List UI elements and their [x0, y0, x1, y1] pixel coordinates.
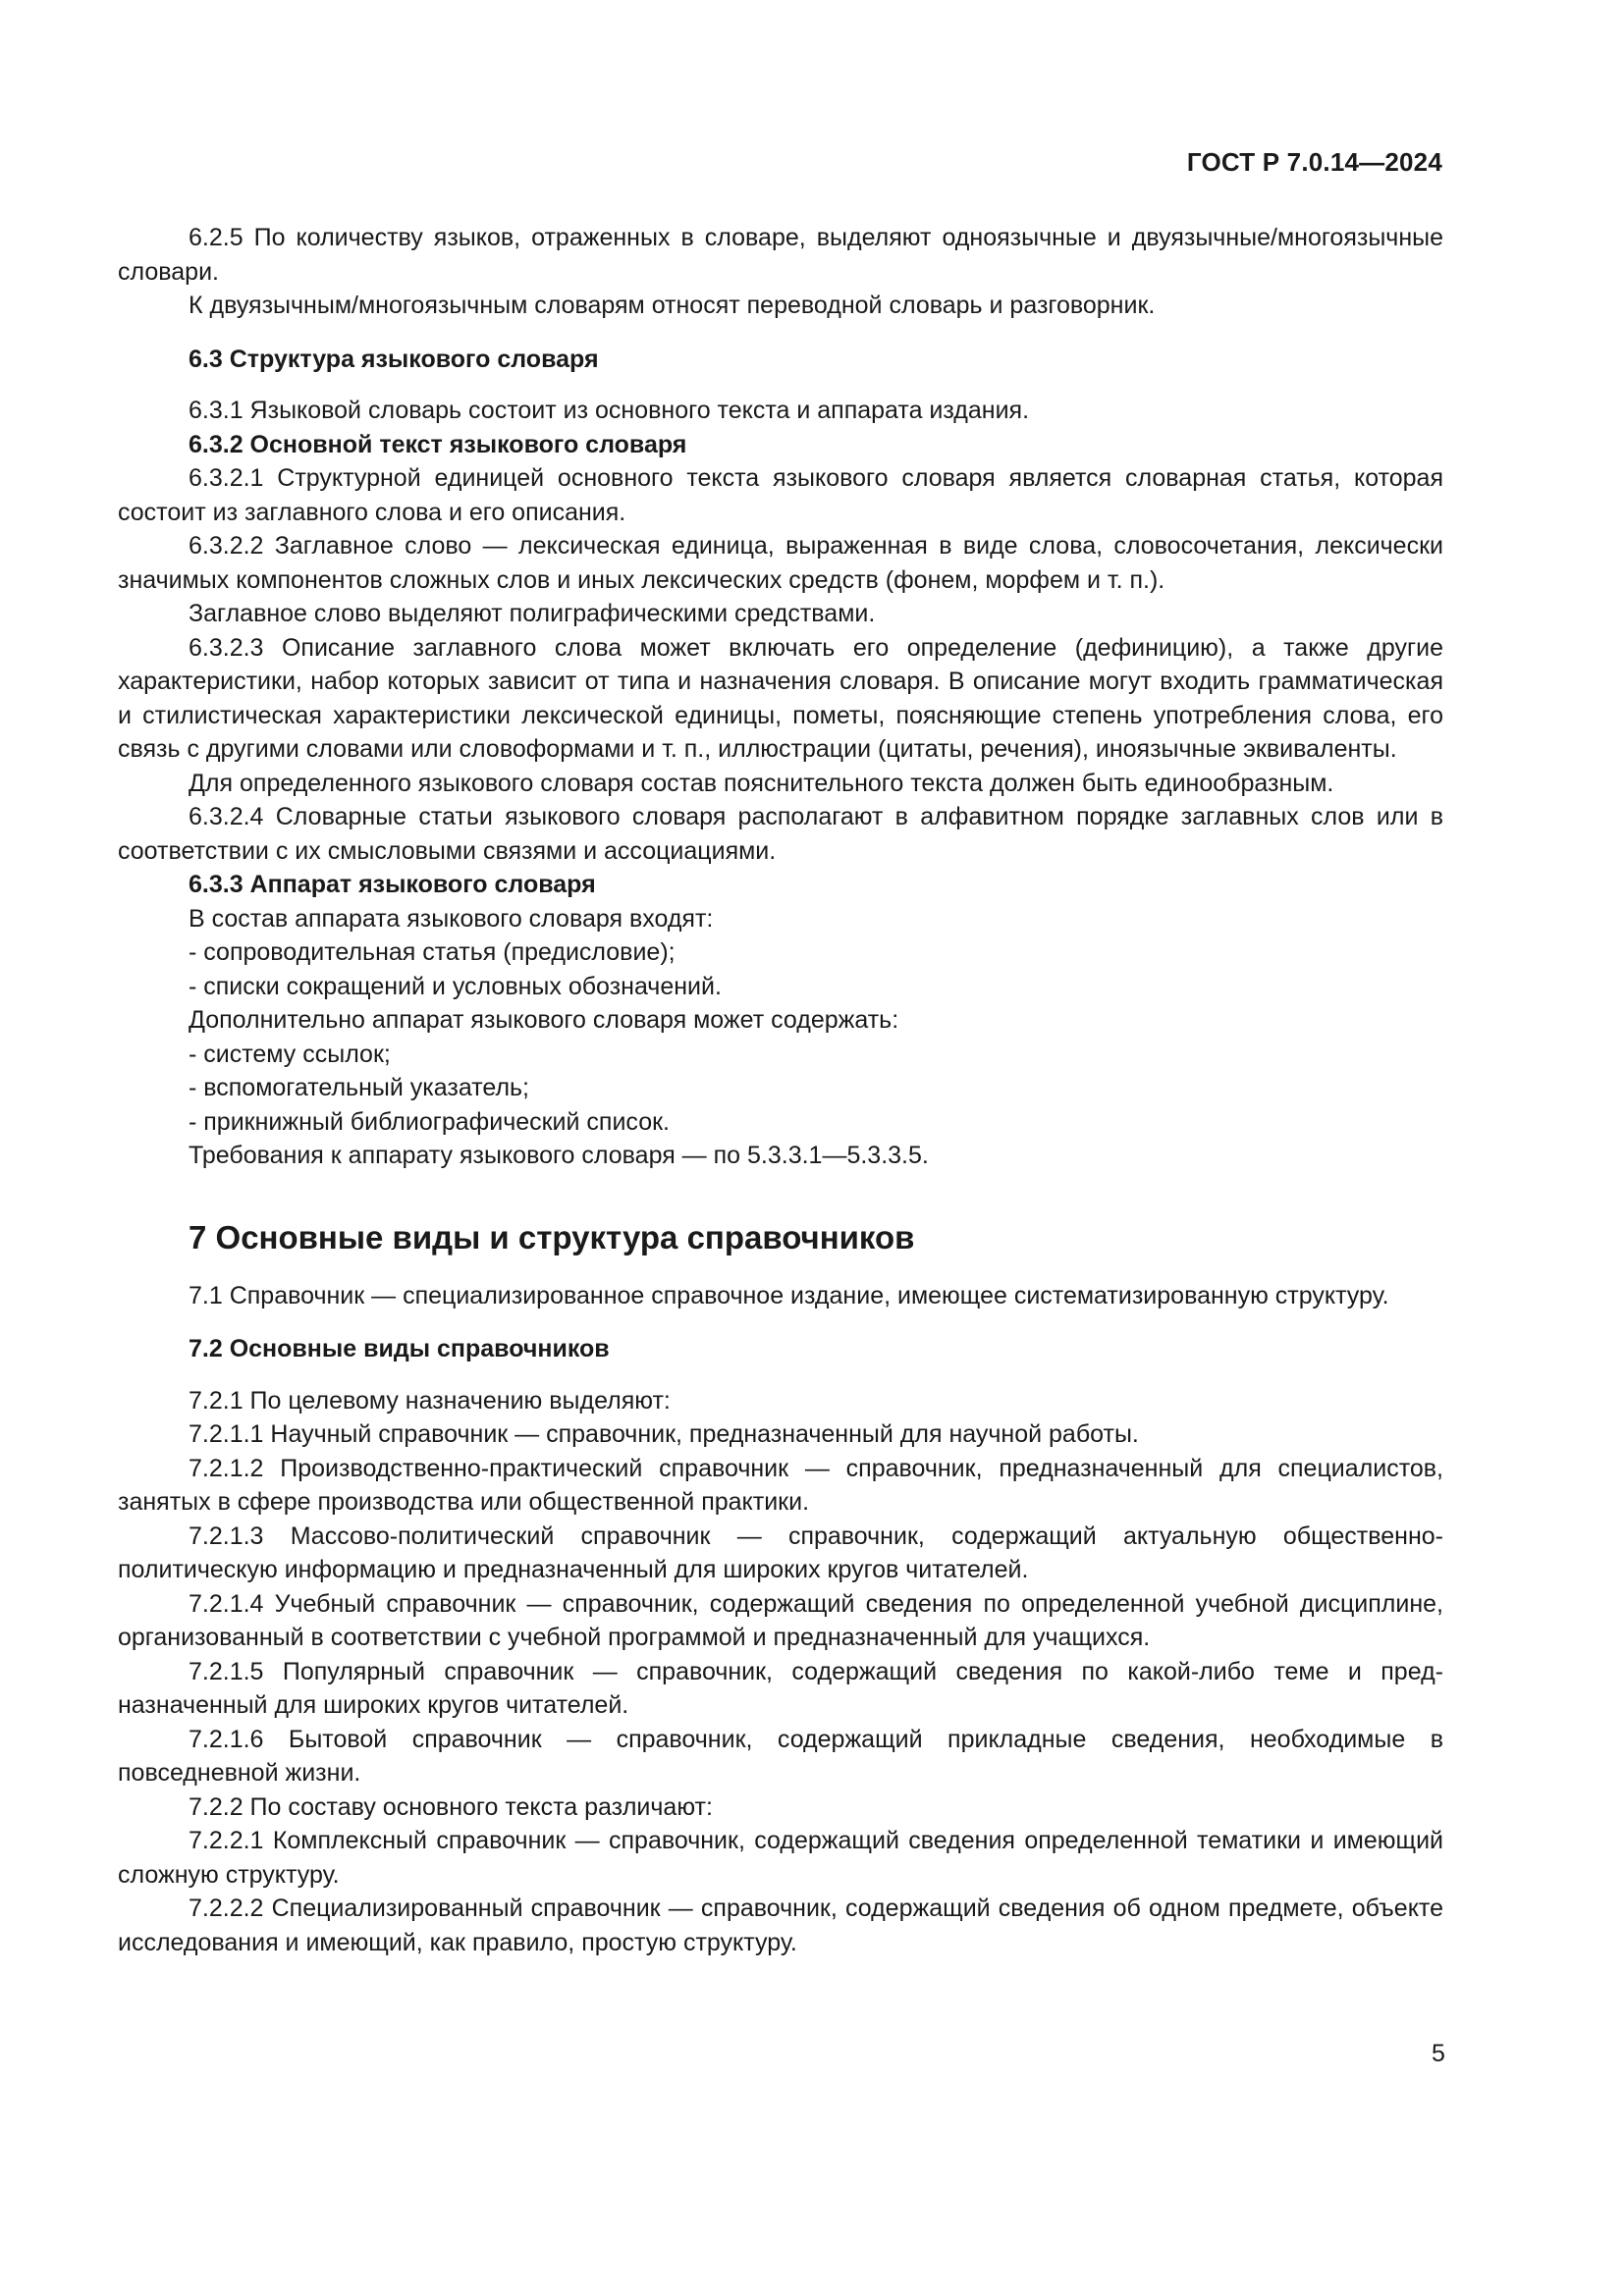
section-heading: 7 Основные виды и структура справочников: [189, 1218, 915, 1255]
subsection-heading: 6.3.2 Основной текст языкового словаря: [189, 430, 687, 458]
paragraph: Заглавное слово выделяют полиграфическими средствами.: [189, 600, 876, 627]
subsection-heading: 6.3.3 Аппарат языкового словаря: [189, 871, 596, 898]
list-intro: В состав аппарата языкового словаря входят:: [189, 904, 714, 933]
paragraph: 7.2.1.1 Научный справочник — справочник, предназначенный для научной работы.: [189, 1420, 1139, 1448]
paragraph: 6.3.2.1 Структурной единицей основного текста языкового словаря является словарная статья, которая состоит из заглавного слова и его описания.: [118, 464, 1443, 526]
page-number: 5: [1432, 2040, 1445, 2067]
document-body: [118, 221, 1443, 1959]
paragraph: 6.3.2.3 Описание заглавного слова может включать его определение (дефиницию), а также другие характеристики, набор которых зависит от типа и назначения словаря. В описание могут входить грамматическая и стилистическая характеристики лексической единицы, пометы, поясняющие степень употребления слова, его связь с другими словами или словоформами и т. п., иллюстрации (цитаты, речения), иноязычные эквиваленты.: [118, 633, 1443, 763]
paragraph: 7.2.2 По составу основного текста различают:: [189, 1792, 713, 1821]
list-item: - систему ссылок;: [189, 1040, 391, 1068]
list-item: - сопроводительная статья (предисловие);: [189, 938, 676, 966]
paragraph: К двуязычным/многоязычным словарям относят переводной словарь и разговорник.: [189, 292, 1156, 319]
paragraph: 6.3.2.4 Словарные статьи языкового словаря располагают в алфавитном порядке заглавных слов или в соответствии с их смысловыми связями и ассоциациями.: [118, 803, 1443, 865]
list-intro: Дополнительно аппарат языкового словаря может содержать:: [189, 1006, 899, 1034]
paragraph: 7.2.1.3 Массово-политический справочник — справочник, содержащий актуальную общественно-политическую информацию и предназначенный для широких кругов читателей.: [118, 1522, 1443, 1583]
paragraph: 7.2.1.4 Учебный справочник — справочник, содержащий сведения по определенной учебной дисциплине, организованный в соответствии с учебной программой и предназначенный для учащихся.: [118, 1589, 1443, 1651]
paragraph: 7.1 Справочник — специализированное справочное издание, имеющее систематизированную структуру.: [189, 1281, 1389, 1309]
paragraph: 7.2.2.1 Комплексный справочник — справочник, содержащий сведения определенной тематики и имеющий сложную структуру.: [118, 1827, 1443, 1889]
paragraph: Для определенного языкового словаря состав пояснительного текста должен быть единообразным.: [189, 769, 1334, 797]
list-item: - прикнижный библиографический список.: [189, 1107, 671, 1136]
list-item: - вспомогательный указатель;: [189, 1074, 529, 1101]
subsection-heading: 7.2 Основные виды справочников: [189, 1335, 610, 1362]
paragraph: 6.3.2.2 Заглавное слово — лексическая единица, выраженная в виде слова, словосочетания, лексически значимых компонентов сложных слов и иных лексических средств (фонем, морфем и т. п.).: [118, 532, 1443, 594]
subsection-heading: 6.3 Структура языкового словаря: [189, 345, 599, 373]
paragraph: 7.2.1.5 Популярный справочник — справочник, содержащий сведения по какой-либо теме и предназначенный для широких кругов читателей.: [118, 1657, 1443, 1719]
paragraph: 7.2.2.2 Специализированный справочник — справочник, содержащий сведения об одном предмете, объекте исследования и имеющий, как правило, простую структуру.: [118, 1895, 1443, 1956]
document-header: ГОСТ Р 7.0.14—2024: [1186, 147, 1442, 177]
paragraph: 7.2.1.6 Бытовой справочник — справочник, содержащий прикладные сведения, необходимые в повседневной жизни.: [118, 1725, 1443, 1787]
paragraph: 6.2.5 По количеству языков, отраженных в словаре, выделяют одноязычные и двуязычные/многоязычные словари.: [118, 224, 1443, 286]
paragraph: Требования к аппарату языкового словаря — по 5.3.3.1—5.3.3.5.: [189, 1142, 929, 1169]
paragraph: 7.2.1.2 Производственно-практический справочник — справочник, предназначенный для специалистов, занятых в сфере производства или общественной практики.: [118, 1454, 1443, 1516]
paragraph: 6.3.1 Языковой словарь состоит из основного текста и аппарата издания.: [189, 397, 1030, 424]
list-item: - списки сокращений и условных обозначений.: [189, 972, 722, 1000]
paragraph: 7.2.1 По целевому назначению выделяют:: [189, 1386, 671, 1415]
